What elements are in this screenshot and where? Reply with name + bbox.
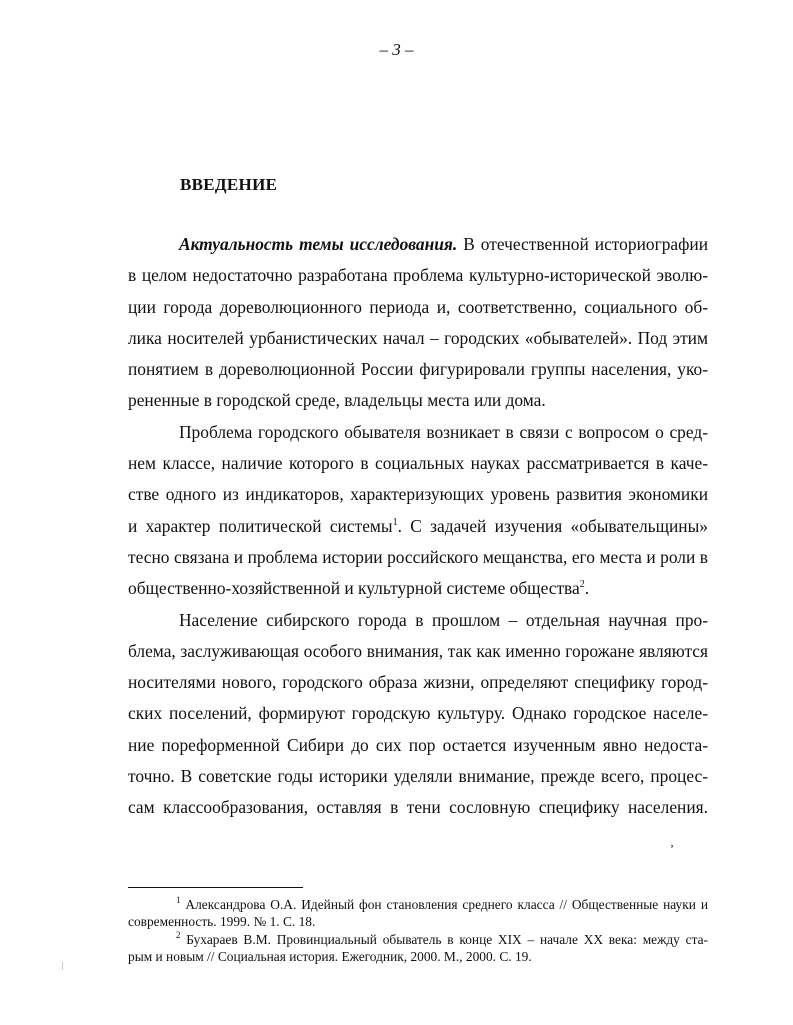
page-number: – 3 –: [379, 40, 414, 59]
paragraph-3-line: сам классообразования, оставляя в тени сословную специфику населения.: [128, 797, 708, 818]
paragraph-3-line: точно. В советские годы историки уделяли внимание, прежде всего, процес-: [128, 766, 708, 787]
paragraph-1-line-1-rest: В отечественной историографии: [457, 234, 708, 254]
margin-mark: ʼ: [670, 842, 674, 856]
footnote-2-line-1: [128, 931, 708, 948]
paragraph-3-line: носителями нового, городского образа жизни, определяют специфику город-: [128, 672, 708, 693]
paragraph-1-line: в целом недостаточно разработана проблема культурно-исторической эволю-: [128, 265, 708, 286]
paragraph-2-line: [128, 511, 708, 542]
paragraph-2-line: Проблема городского обывателя возникает в связи с вопросом о сред-: [179, 421, 708, 442]
paragraph-2-line: стве одного из индикаторов, характеризующих уровень развития экономики: [128, 484, 708, 505]
scan-speck: [62, 962, 63, 970]
footnote-divider: [128, 887, 303, 888]
paragraph-1-line-1: [128, 229, 708, 260]
paragraph-3-line: Население сибирского города в прошлом – отдельная научная про-: [179, 609, 708, 630]
paragraph-3-line: блема, заслуживающая особого внимания, так как именно горожане являются: [128, 640, 708, 661]
footnote-ref-2[interactable]: 2: [579, 579, 585, 591]
paragraph-2-line: тесно связана и проблема истории российского мещанства, его места и роли в: [128, 546, 708, 567]
body-text: [128, 229, 708, 824]
paragraph-2-line-6-after: .: [584, 578, 590, 599]
footnote-2-text: Бухараев В.М. Провинциальный обыватель в конце XIX – начале XX века: между ста-: [180, 931, 708, 947]
footnote-1-mark: 1: [176, 895, 181, 905]
footnote-2-line-2: рым и новым // Социальная история. Ежегодник, 2000. М., 2000. С. 19.: [128, 948, 532, 964]
paragraph-1-line: лика носителей урбанистических начал – городских «обывателей». Под этим: [128, 327, 708, 348]
paragraph-3-line: ние пореформенной Сибири до сих пор остается изученным явно недоста-: [128, 734, 708, 755]
footnote-1-line-1: [128, 896, 708, 913]
footnote-1-line-2: современность. 1999. № 1. С. 18.: [128, 914, 316, 930]
footnote-1-text: Александрова О.А. Идейный фон становления среднего класса // Общественные науки и: [180, 897, 708, 912]
paragraph-2-line-6-before: общественно-хозяйственной и культурной системе общества: [128, 578, 580, 599]
section-heading: ВВЕДЕНИЕ: [180, 175, 278, 194]
paragraph-1-line: рененные в городской среде, владельцы места или дома.: [128, 390, 546, 411]
paragraph-2-line-4-after: . С задачей изучения «обывательщины»: [397, 515, 708, 536]
paragraph-3-line: ских поселений, формируют городскую культуру. Однако городское населе-: [128, 703, 708, 724]
footnotes: [128, 896, 708, 965]
paragraph-2-line-4-before: и характер политической системы: [128, 515, 393, 536]
paragraph-1-line: ции города дореволюционного периода и, соответственно, социального об-: [128, 296, 708, 317]
paragraph-2-line: нем классе, наличие которого в социальных науках рассматривается в каче-: [128, 453, 708, 474]
footnote-ref-1[interactable]: 1: [392, 516, 398, 528]
lead-phrase: Актуальность темы исследования.: [179, 234, 458, 254]
paragraph-1-line: понятием в дореволюционной России фигурировали группы населения, уко-: [128, 359, 708, 380]
footnote-2-mark: 2: [176, 929, 181, 940]
paragraph-2-line: [128, 573, 708, 604]
